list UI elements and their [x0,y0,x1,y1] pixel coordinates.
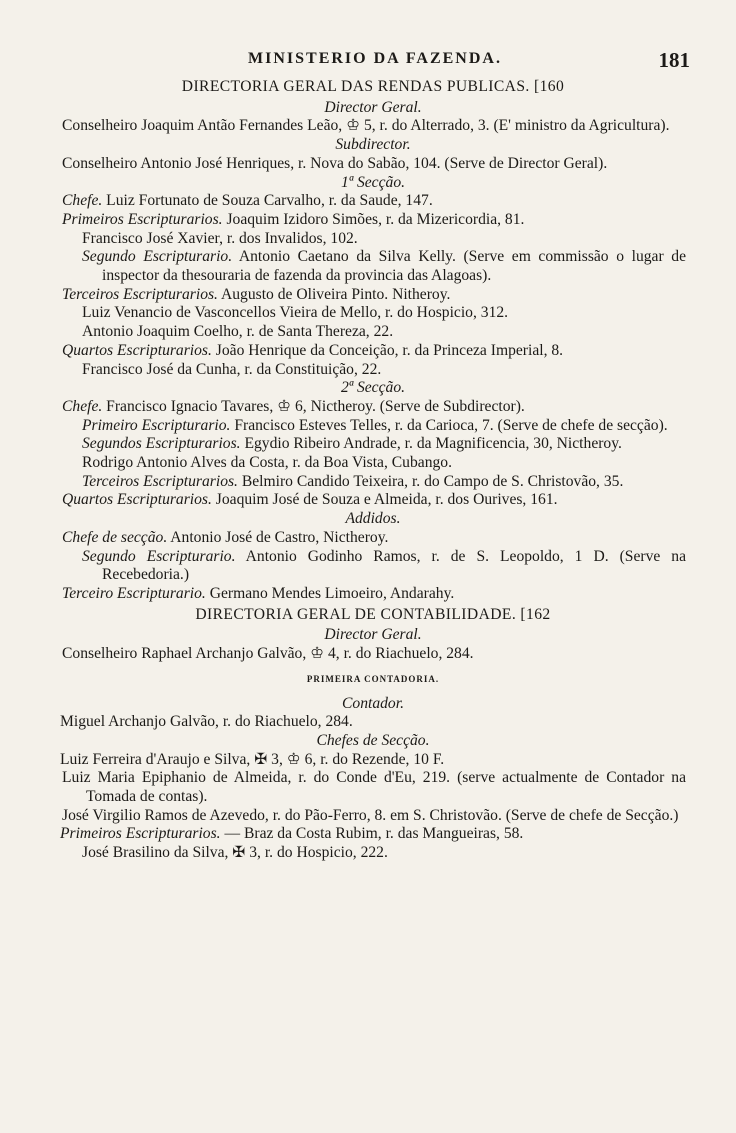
listing-line: Primeiros Escripturarios. — Braz da Costa Rubim, r. das Mangueiras, 58. [60,825,524,843]
listing-line: Luiz Venancio de Vasconcellos Vieira de Mello, r. do Hospicio, 312. [82,304,509,322]
listing-line: Chefe. Francisco Ignacio Tavares, ♔ 6, Nictheroy. (Serve de Subdirector). [62,397,525,415]
role-label: Chefe. [62,397,103,415]
listing-line: Contador. [342,694,404,712]
listing-line: Antonio Joaquim Coelho, r. de Santa Thereza, 22. [82,323,394,341]
role-label: Terceiro Escripturario. [62,584,206,602]
listing-line: Subdirector. [335,136,411,154]
listing-line: Quartos Escripturarios. Joaquim José de Souza e Almeida, r. dos Ourives, 161. [62,491,558,509]
listing-line: 1ª Secção. [340,173,406,191]
role-label: Chefe de secção. [62,528,168,546]
directory-listing [60,76,686,863]
listing-line: Miguel Archanjo Galvão, r. do Riachuelo, 284. [60,713,353,731]
role-label: Primeiros Escripturarios. [62,210,223,228]
listing-line: Segundo Escripturario. Antonio Caetano da Silva Kelly. (Serve em commissão o lugar de inspector da thesouraria de fazenda da provincia das Alagoas). [82,248,687,285]
role-label: Segundo Escripturario. [82,248,233,266]
listing-line: José Virgilio Ramos de Azevedo, r. do Pão-Ferro, 8. em S. Christovão. (Serve de chefe de Secção.) [62,806,679,824]
role-label: Terceiros Escripturarios. [62,285,218,303]
listing-line: Chefe. Luiz Fortunato de Souza Carvalho, r. da Saude, 147. [62,192,433,210]
role-label: Primeiro Escripturario. [82,416,231,434]
listing-line: Rodrigo Antonio Alves da Costa, r. da Boa Vista, Cubango. [82,454,452,472]
role-label: Segundo Escripturario. [82,547,236,565]
listing-line: Primeiros Escripturarios. Joaquim Izidoro Simões, r. da Mizericordia, 81. [62,210,525,228]
listing-line: 2ª Secção. [340,379,406,397]
listing-line: Segundo Escripturario. Antonio Godinho Ramos, r. de S. Leopoldo, 1 D. (Serve na Recebedoria.) [82,547,686,584]
role-label: Segundos Escripturarios. [82,435,241,453]
page-number: 181 [658,48,690,72]
page-title: MINISTERIO DA FAZENDA. [248,50,502,67]
listing-line: Segundos Escripturarios. Egydio Ribeiro Andrade, r. da Magnificencia, 30, Nictheroy. [82,435,622,453]
listing-line: Terceiros Escripturarios. Augusto de Oliveira Pinto. Nitheroy. [62,285,451,303]
role-label: Primeiros Escripturarios. [60,825,221,843]
listing-line: Primeiro Escripturario. Francisco Esteves Telles, r. da Carioca, 7. (Serve de chefe de secção). [82,416,668,434]
role-label: Quartos Escripturarios. [62,341,212,359]
listing-line: Luiz Maria Epiphanio de Almeida, r. do Conde d'Eu, 219. (serve actualmente de Contador na Tomada de contas). [62,769,686,806]
role-label: Terceiros Escripturarios. [82,472,238,490]
listing-line: José Brasilino da Silva, ✠ 3, r. do Hospicio, 222. [82,844,388,862]
listing-line: DIRECTORIA GERAL DAS RENDAS PUBLICAS. [160 [181,78,565,95]
listing-line: PRIMEIRA CONTADORIA. [306,673,440,684]
listing-line: Chefes de Secção. [316,731,430,749]
role-label: Quartos Escripturarios. [62,491,212,509]
listing-line: Terceiro Escripturario. Germano Mendes Limoeiro, Andarahy. [62,584,455,602]
listing-line: Conselheiro Joaquim Antão Fernandes Leão, ♔ 5, r. do Alterrado, 3. (E' ministro da Agricultura). [62,117,670,135]
listing-line: Quartos Escripturarios. João Henrique da Conceição, r. da Princeza Imperial, 8. [62,341,564,359]
listing-line: Director Geral. [324,626,422,644]
listing-line: Terceiros Escripturarios. Belmiro Candido Teixeira, r. do Campo de S. Christovão, 35. [82,472,624,490]
listing-line: Francisco José da Cunha, r. da Constituição, 22. [82,360,382,378]
listing-line: Luiz Ferreira d'Araujo e Silva, ✠ 3, ♔ 6, r. do Rezende, 10 F. [60,750,445,768]
listing-line: Chefe de secção. Antonio José de Castro, Nictheroy. [62,528,389,546]
listing-line: Director Geral. [324,98,422,116]
listing-line: Addidos. [345,510,401,528]
page-header [60,50,690,74]
listing-line: DIRECTORIA GERAL DE CONTABILIDADE. [162 [195,605,551,623]
listing-line: Francisco José Xavier, r. dos Invalidos, 102. [82,229,358,247]
listing-line: Conselheiro Antonio José Henriques, r. Nova do Sabão, 104. (Serve de Director Geral). [62,154,608,172]
role-label: Chefe. [62,192,103,210]
listing-line: Conselheiro Raphael Archanjo Galvão, ♔ 4, r. do Riachuelo, 284. [62,645,474,663]
